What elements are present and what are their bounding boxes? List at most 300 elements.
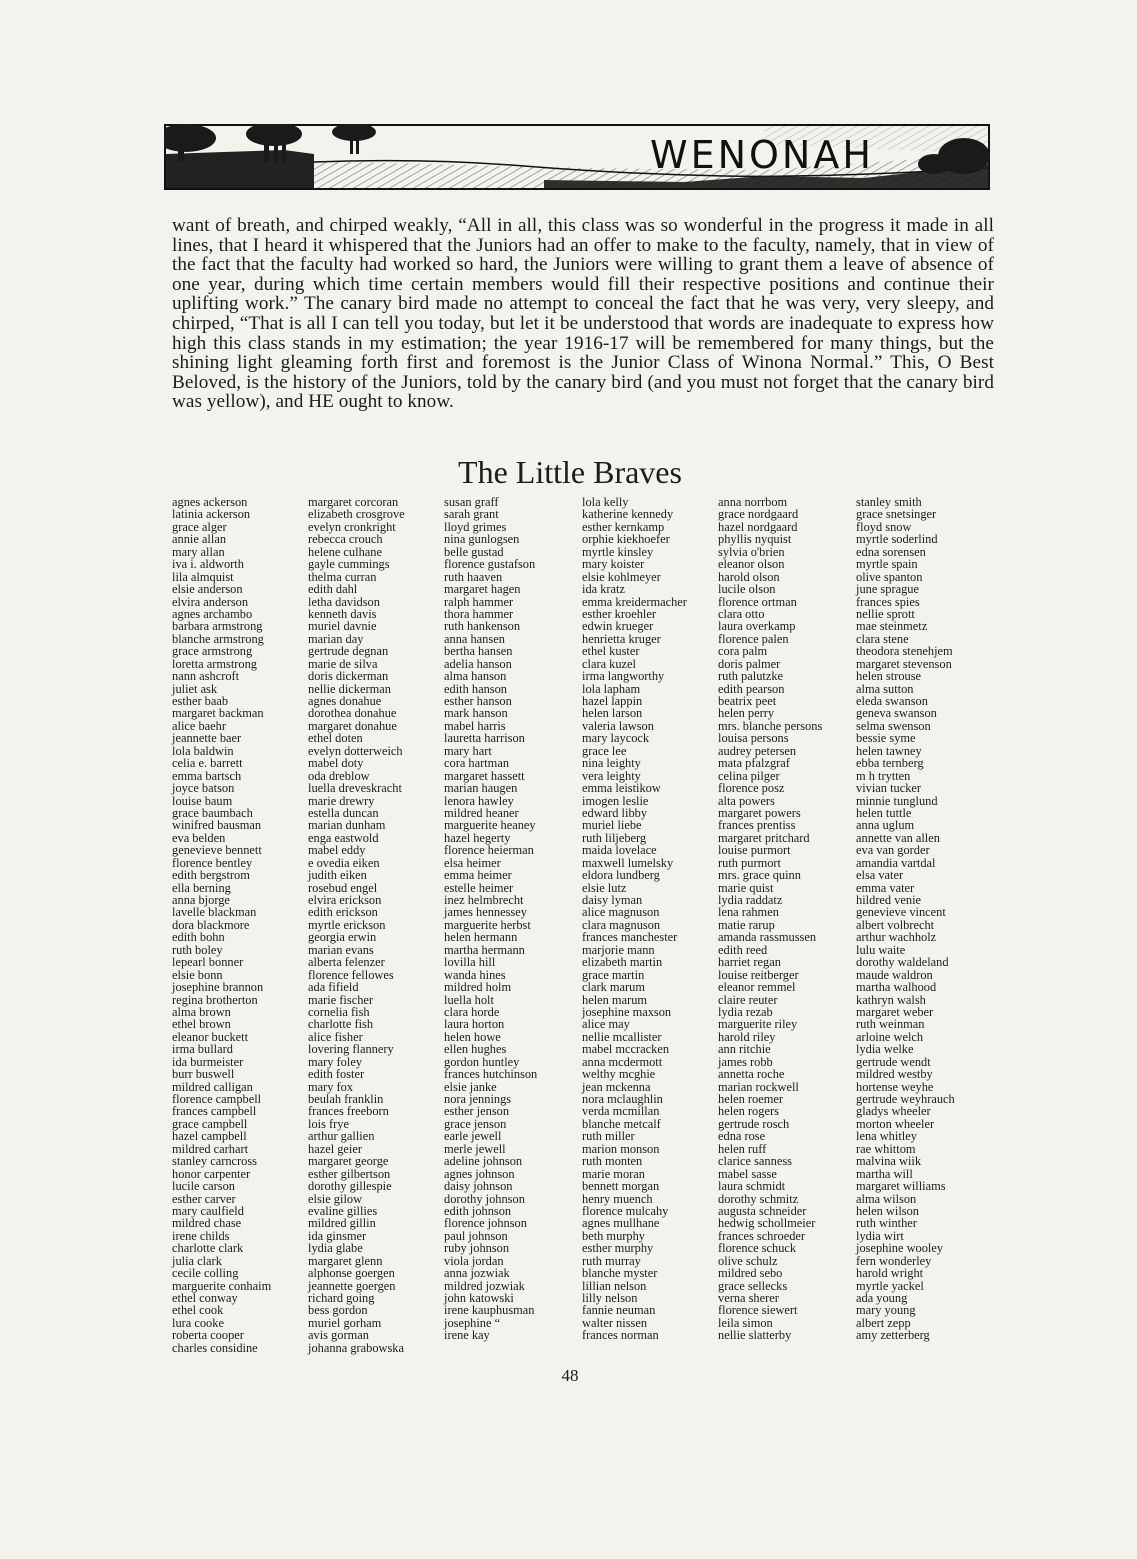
name-list-item: anna jozwiak — [444, 1266, 510, 1281]
name-list-item: sylvia o'brien — [718, 544, 785, 559]
name-list-item: edith hanson — [444, 681, 507, 696]
name-list-item: emma heimer — [444, 868, 512, 883]
name-list-item: eva van gorder — [856, 843, 930, 858]
name-list-item: adeline johnson — [444, 1154, 523, 1169]
name-list-item: clara horde — [444, 1004, 500, 1019]
name-list-item: esther kernkamp — [582, 519, 665, 534]
name-list-item: margaret george — [308, 1154, 389, 1169]
name-list-item: alma hanson — [444, 669, 507, 684]
name-list-item: marian rockwell — [718, 1079, 799, 1094]
name-list-item: ruth weinman — [856, 1017, 925, 1032]
name-list-item: genevieve bennett — [172, 843, 262, 858]
name-list-item: marguerite heaney — [444, 818, 536, 833]
name-list-item: estelle heimer — [444, 880, 514, 895]
name-list-item: dorothy waldeland — [856, 955, 949, 970]
name-list-item: mary young — [856, 1303, 916, 1318]
name-column-1 — [172, 496, 271, 1354]
name-list-item: ella berning — [172, 880, 231, 895]
name-list-item: helen perry — [718, 706, 775, 721]
name-list-item: margaret pritchard — [718, 830, 810, 845]
name-list-item: helen tuttle — [856, 805, 912, 820]
name-list-item: harold wright — [856, 1266, 924, 1281]
name-list-item: maxwell lumelsky — [582, 855, 674, 870]
name-list-item: daisy johnson — [444, 1179, 513, 1194]
name-list-item: lydia rezab — [718, 1004, 773, 1019]
name-list-item: honor carpenter — [172, 1166, 251, 1181]
name-list-item: lola baldwin — [172, 743, 234, 758]
name-list-item: helen wilson — [856, 1203, 919, 1218]
name-list-item: elsie anderson — [172, 582, 243, 597]
name-list-item: nina leighty — [582, 756, 641, 771]
name-list-item: nina gunlogsen — [444, 532, 520, 547]
name-list-item: gertrude rosch — [718, 1116, 790, 1131]
name-list-item: grace armstrong — [172, 644, 253, 659]
name-list-item: lola kelly — [582, 495, 629, 509]
name-list-item: hazel campbell — [172, 1129, 247, 1144]
name-list-item: emma bartsch — [172, 768, 242, 783]
name-list-item: florence posz — [718, 781, 785, 796]
name-list-item: josephine wooley — [856, 1241, 944, 1256]
name-list-item: annetta roche — [718, 1067, 785, 1082]
name-list-item: roberta cooper — [172, 1328, 244, 1343]
name-list-item: rosebud engel — [308, 880, 378, 895]
name-list-item: walter nissen — [582, 1315, 648, 1330]
name-list-item: ruth boley — [172, 942, 223, 957]
name-list-item: ruth liljeberg — [582, 830, 647, 845]
name-list-item: lydia glabe — [308, 1241, 363, 1256]
name-list-item: mark hanson — [444, 706, 508, 721]
name-list-item: marie quist — [718, 880, 774, 895]
name-list-item: belle gustad — [444, 544, 504, 559]
name-list-item: mildred sebo — [718, 1266, 783, 1281]
name-list-item: alberta felenzer — [308, 955, 385, 970]
name-list-item: cornelia fish — [308, 1004, 370, 1019]
name-list-item: hazel geier — [308, 1141, 362, 1156]
name-list-item: marjorie mann — [582, 942, 655, 957]
name-list-item: elvira anderson — [172, 594, 249, 609]
name-list-item: joyce batson — [172, 781, 235, 796]
name-list-item: amy zetterberg — [856, 1328, 930, 1343]
name-list-item: leila simon — [718, 1315, 773, 1330]
name-list-item: daisy lyman — [582, 893, 643, 907]
name-list-item: blanche armstrong — [172, 631, 264, 646]
name-list-item: helen marum — [582, 992, 648, 1007]
name-list-item: mabel mccracken — [582, 1042, 670, 1057]
name-list-item: elvira erickson — [308, 893, 382, 907]
name-list-item: laura overkamp — [718, 619, 796, 634]
name-list-item: vivian tucker — [856, 781, 922, 796]
name-list-item: florence gustafson — [444, 557, 536, 572]
name-list-item: doris dickerman — [308, 669, 389, 684]
name-list-item: martha walhood — [856, 980, 937, 995]
name-list-item: blanche metcalf — [582, 1116, 661, 1131]
name-list-item: dorothy schmitz — [718, 1191, 799, 1206]
name-list-item: margaret stevenson — [856, 656, 952, 671]
name-list-item: doris palmer — [718, 656, 781, 671]
name-list-item: nann ashcroft — [172, 669, 240, 684]
name-list-item: martha will — [856, 1166, 913, 1181]
name-list-item: lenora hawley — [444, 793, 514, 808]
name-list-item: lovilla hill — [444, 955, 496, 970]
name-list-item: irene kauphusman — [444, 1303, 535, 1318]
name-list-item: myrtle erickson — [308, 917, 386, 932]
name-list-item: jeannette baer — [172, 731, 242, 746]
name-list-item: lila almquist — [172, 569, 234, 584]
name-list-item: earle jewell — [444, 1129, 502, 1144]
name-list-item: muriel davnie — [308, 619, 377, 634]
name-list-item: margaret hassett — [444, 768, 525, 783]
body-paragraph: want of breath, and chirped weakly, “All in all, this class was so wonderful in the progress it made in all lines, that I heard it whispered that the Juniors had an offer to make to the faculty, namely, that in view of the fact that the faculty had worked so hard, the Juniors were willing to grant them a leave of absence of one year, during which time certain members would fill their respective positions and continue their uplifting work.” The canary bird made no attempt to conceal the fact that he was very, very sleepy, and chirped, “That is all I can tell you today, but let it be understood that words are inadequate to express how high this class stands in my estimation; the year 1916-17 will be remembered for many things, but the shining light gleaming forth first and foremost is the Junior Class of Winona Normal.” This, O Best Beloved, is the history of the Juniors, told by the canary bird (and you must not forget that the canary bird was yellow), and HE ought to know. — [172, 215, 994, 413]
name-list-item: josephine maxson — [582, 1004, 672, 1019]
name-list-item: marion monson — [582, 1141, 660, 1156]
name-list-item: ethel kuster — [582, 644, 640, 659]
name-list-item: frances manchester — [582, 930, 678, 945]
name-list-item: harriet regan — [718, 955, 781, 970]
name-list-item: lena rahmen — [718, 905, 779, 920]
name-list-item: lola lapham — [582, 681, 641, 696]
name-list-item: grace campbell — [172, 1116, 248, 1131]
name-list-item: helen strouse — [856, 669, 922, 684]
name-list-item: edith dahl — [308, 582, 358, 597]
name-list-item: audrey petersen — [718, 743, 797, 758]
name-list-item: gladys wheeler — [856, 1104, 931, 1119]
name-list-item: henry muench — [582, 1191, 653, 1206]
name-list-item: clara stene — [856, 631, 909, 646]
name-list-item: agnes archambo — [172, 606, 253, 621]
name-list-item: clark marum — [582, 980, 645, 995]
name-list-item: henrietta kruger — [582, 631, 661, 646]
name-list-item: louise baum — [172, 793, 233, 808]
name-list-item: hazel lappin — [582, 694, 643, 708]
name-list-item: lydia wirt — [856, 1228, 904, 1243]
name-list-item: louise purmort — [718, 843, 791, 858]
name-list-item: florence mulcahy — [582, 1203, 669, 1218]
name-list-item: luella holt — [444, 992, 494, 1007]
name-list-item: lura cooke — [172, 1315, 224, 1330]
name-list-item: alice baehr — [172, 718, 226, 733]
name-list-item: emma vater — [856, 880, 915, 895]
name-list-item: ruth haaven — [444, 569, 503, 584]
name-list-item: james robb — [718, 1054, 773, 1069]
name-list-item: morton wheeler — [856, 1116, 935, 1131]
name-list-item: julia clark — [172, 1253, 222, 1268]
name-list-item: marie fischer — [308, 992, 374, 1007]
name-list-item: ruth monten — [582, 1154, 643, 1169]
name-list-item: vera leighty — [582, 768, 641, 783]
name-list-item: muriel liebe — [582, 818, 642, 833]
name-list-item: anna norrbom — [718, 495, 788, 509]
name-list-item: martha hermann — [444, 942, 525, 957]
name-list-item: muriel gorham — [308, 1315, 382, 1330]
name-list-item: viola jordan — [444, 1253, 504, 1268]
name-list-item: richard going — [308, 1291, 375, 1305]
name-list-item: eldora lundberg — [582, 868, 660, 883]
name-list-item: mildred carhart — [172, 1141, 249, 1156]
name-list-item: florence fellowes — [308, 967, 394, 982]
name-list-item: esther murphy — [582, 1241, 654, 1256]
name-list-item: inez helmbrecht — [444, 893, 524, 907]
name-list-item: cora hartman — [444, 756, 510, 771]
name-list-item: frances schroeder — [718, 1228, 806, 1243]
name-list-item: evelyn cronkright — [308, 519, 396, 534]
name-list-item: elsie bonn — [172, 967, 223, 982]
name-list-item: bessie syme — [856, 731, 916, 746]
name-list-item: frances spies — [856, 594, 920, 609]
name-list-item: dorothy gillespie — [308, 1179, 392, 1194]
name-list-item: james hennessey — [444, 905, 527, 920]
name-list-item: mary foley — [308, 1054, 363, 1069]
name-list-item: john katowski — [444, 1291, 514, 1305]
name-list-item: luella dreveskracht — [308, 781, 402, 796]
name-list-item: lois frye — [308, 1116, 349, 1131]
name-list-item: edith pearson — [718, 681, 785, 696]
name-list-item: maida lovelace — [582, 843, 657, 858]
name-list-item: edith bergstrom — [172, 868, 250, 883]
name-list-item: myrtle spain — [856, 557, 918, 572]
name-list-item: alice magnuson — [582, 905, 660, 920]
name-list-item: valeria lawson — [582, 718, 654, 733]
name-list-item: frances freeborn — [308, 1104, 389, 1119]
name-list-item: eleanor buckett — [172, 1029, 249, 1044]
name-list-item: letha davidson — [308, 594, 380, 609]
name-list-item: verda mcmillan — [582, 1104, 660, 1119]
name-list-item: grace sellecks — [718, 1278, 788, 1293]
name-list-item: malvina wiik — [856, 1154, 922, 1169]
name-list-item: anna bjorge — [172, 893, 230, 907]
name-list-item: laura schmidt — [718, 1179, 786, 1194]
banner-title: WENONAH — [650, 133, 874, 177]
name-list-item: elizabeth crosgrove — [308, 507, 405, 522]
name-list-item: olive spanton — [856, 569, 923, 584]
name-list-item: maude waldron — [856, 967, 933, 982]
name-list-item: barbara armstrong — [172, 619, 263, 634]
name-list-item: imogen leslie — [582, 793, 649, 808]
name-list-item: gertrude wendt — [856, 1054, 931, 1069]
name-list-item: alice may — [582, 1017, 630, 1032]
name-list-item: agnes ackerson — [172, 495, 248, 509]
name-list-item: mary allan — [172, 544, 225, 559]
name-list-item: dorothea donahue — [308, 706, 397, 721]
name-list-item: georgia erwin — [308, 930, 377, 945]
name-list-item: mabel doty — [308, 756, 364, 771]
name-list-item: elsie gilow — [308, 1191, 363, 1206]
name-list-item: elsie lutz — [582, 880, 627, 895]
name-list-item: clarice sanness — [718, 1154, 792, 1169]
name-list-item: nora mclaughlin — [582, 1092, 663, 1106]
name-list-item: nora jennings — [444, 1092, 512, 1106]
name-list-item: m h trytten — [856, 768, 911, 783]
name-list-item: ida burmeister — [172, 1054, 244, 1069]
name-list-item: esther jenson — [444, 1104, 510, 1119]
name-list-item: frances campbell — [172, 1104, 257, 1119]
name-list-item: florence siewert — [718, 1303, 798, 1318]
name-list-item: edwin krueger — [582, 619, 654, 634]
name-list-item: louisa persons — [718, 731, 789, 746]
name-list-item: eleanor remmel — [718, 980, 796, 995]
name-list-item: ethel conway — [172, 1291, 238, 1305]
name-list-item: irma bullard — [172, 1042, 233, 1057]
name-list-item: claire reuter — [718, 992, 778, 1007]
name-list-item: irene childs — [172, 1228, 230, 1243]
name-list-item: florence campbell — [172, 1092, 262, 1106]
name-list-item: cora palm — [718, 644, 768, 659]
name-list-item: marian dunham — [308, 818, 386, 833]
name-list-item: lulu waite — [856, 942, 906, 957]
name-list-item: ruby johnson — [444, 1241, 510, 1256]
name-list-item: ida ginsmer — [308, 1228, 367, 1243]
name-list-item: ruth hankenson — [444, 619, 521, 634]
name-list-item: hortense weyhe — [856, 1079, 934, 1094]
name-list-item: ada fifield — [308, 980, 359, 995]
name-list-item: celia e. barrett — [172, 756, 243, 771]
name-list-item: myrtle kinsley — [582, 544, 654, 559]
name-list-item: mary caulfield — [172, 1203, 244, 1218]
name-list-item: elsa heimer — [444, 855, 501, 870]
name-list-item: ann ritchie — [718, 1042, 771, 1057]
name-list-item: helen rogers — [718, 1104, 779, 1119]
name-list-item: marie de silva — [308, 656, 378, 671]
name-list-item: welthy mcghie — [582, 1067, 656, 1082]
name-list-item: clara kuzel — [582, 656, 636, 671]
name-list-item: beatrix peet — [718, 694, 777, 708]
name-list-item: lillian nelson — [582, 1278, 647, 1293]
name-list-item: josephine brannon — [172, 980, 264, 995]
name-list-item: margaret weber — [856, 1004, 934, 1019]
name-list-item: nellie dickerman — [308, 681, 391, 696]
name-list-item: emma kreidermacher — [582, 594, 687, 609]
name-list-item: lena whitley — [856, 1129, 917, 1144]
name-list-item: latinia ackerson — [172, 507, 251, 522]
name-list-item: gertrude degnan — [308, 644, 389, 659]
name-list-item: june sprague — [856, 582, 919, 597]
name-list-item: avis gorman — [308, 1328, 369, 1343]
name-list-item: clara magnuson — [582, 917, 661, 932]
name-list-item: katherine kennedy — [582, 507, 674, 522]
name-list-item: helen larson — [582, 706, 643, 721]
name-list-item: dora blackmore — [172, 917, 250, 932]
name-list-item: florence palen — [718, 631, 789, 646]
name-list-item: judith eiken — [308, 868, 367, 883]
name-list-item: fern wonderley — [856, 1253, 932, 1268]
name-list-item: mrs. blanche persons — [718, 718, 823, 733]
name-column-5 — [718, 496, 822, 1342]
name-list-item: enga eastwold — [308, 830, 379, 845]
name-list-item: mary laycock — [582, 731, 650, 746]
name-list-item: evelyn dotterweich — [308, 743, 403, 758]
name-list-item: myrtle yackel — [856, 1278, 924, 1293]
name-list-item: agnes donahue — [308, 694, 382, 708]
name-list-item: ida kratz — [582, 582, 625, 597]
name-list-item: grace nordgaard — [718, 507, 799, 522]
name-list-item: annette van allen — [856, 830, 940, 845]
name-column-2 — [308, 496, 405, 1354]
name-list-item: eleda swanson — [856, 694, 928, 708]
name-list-item: mabel harris — [444, 718, 506, 733]
name-list-item: annie allan — [172, 532, 227, 547]
name-list-item: rae whittom — [856, 1141, 916, 1156]
name-list-item: elsa vater — [856, 868, 904, 883]
name-list-item: helene culhane — [308, 544, 382, 559]
name-list-item: dorothy johnson — [444, 1191, 525, 1206]
name-list-item: hazel nordgaard — [718, 519, 798, 534]
name-list-item: edna sorensen — [856, 544, 926, 559]
name-list-item: stanley smith — [856, 495, 922, 509]
name-list-item: louise reitberger — [718, 967, 799, 982]
name-list-item: beth murphy — [582, 1228, 645, 1243]
name-list-item: alma wilson — [856, 1191, 917, 1206]
name-list-item: eva belden — [172, 830, 226, 845]
name-list-item: thora hammer — [444, 606, 514, 621]
name-list-item: florence heierman — [444, 843, 534, 858]
name-list-item: irma langworthy — [582, 669, 665, 684]
name-list-item: florence johnson — [444, 1216, 527, 1231]
name-list-item: winifred bausman — [172, 818, 262, 833]
name-list-item: lovering flannery — [308, 1042, 394, 1057]
name-list-item: edward libby — [582, 805, 648, 820]
name-list-item: josephine “ — [444, 1315, 501, 1330]
name-list-item: anna hansen — [444, 631, 505, 646]
name-list-item: lydia welke — [856, 1042, 914, 1057]
name-list-item: marian haugen — [444, 781, 518, 796]
name-list-item: stanley carncross — [172, 1154, 257, 1169]
name-list-item: agnes johnson — [444, 1166, 515, 1181]
name-list-item: margaret hagen — [444, 582, 521, 597]
name-list-item: irene kay — [444, 1328, 490, 1343]
name-list-item: augusta schneider — [718, 1203, 807, 1218]
name-list-item: esther baab — [172, 694, 229, 708]
name-list-item: nellie sprott — [856, 606, 915, 621]
name-list-item: margaret powers — [718, 805, 801, 820]
name-list-item: regina brotherton — [172, 992, 258, 1007]
name-list-item: estella duncan — [308, 805, 379, 820]
name-list-item: rebecca crouch — [308, 532, 383, 547]
name-list-item: gertrude weyhrauch — [856, 1092, 955, 1106]
name-list-item: myrtle soderlind — [856, 532, 938, 547]
name-list-item: anna uglum — [856, 818, 915, 833]
name-list-item: helen howe — [444, 1029, 501, 1044]
name-list-item: ellen hughes — [444, 1042, 507, 1057]
name-list-item: theodora stenehjem — [856, 644, 953, 659]
name-list-item: orphie kiekhoefer — [582, 532, 670, 547]
name-list-item: esther kroehler — [582, 606, 656, 621]
name-list-item: hazel hegerty — [444, 830, 511, 845]
name-list-item: florence schuck — [718, 1241, 797, 1256]
name-list-item: phyllis nyquist — [718, 532, 792, 547]
name-list-item: margaret corcoran — [308, 495, 399, 509]
name-list-item: johanna grabowska — [308, 1340, 404, 1355]
name-list-item: amandia vartdal — [856, 855, 936, 870]
name-list-item: geneva swanson — [856, 706, 937, 721]
name-list-item: paul johnson — [444, 1228, 508, 1243]
name-list-item: ruth winther — [856, 1216, 917, 1231]
name-list-item: ruth purmort — [718, 855, 781, 870]
name-list-item: mildred jozwiak — [444, 1278, 525, 1293]
name-list-item: amanda rassmussen — [718, 930, 817, 945]
name-list-item: bess gordon — [308, 1303, 368, 1318]
name-list-item: harold riley — [718, 1029, 776, 1044]
name-list-item: edith reed — [718, 942, 768, 957]
name-list-item: marguerite riley — [718, 1017, 798, 1032]
name-list-item: floyd snow — [856, 519, 912, 534]
name-list-item: laura horton — [444, 1017, 505, 1032]
section-title: The Little Braves — [458, 454, 682, 490]
name-list-item: lydia raddatz — [718, 893, 783, 907]
name-list-item: burr buswell — [172, 1067, 235, 1082]
name-list-item: emma leistikow — [582, 781, 661, 796]
name-list-item: ada young — [856, 1291, 908, 1305]
name-list-item: frances norman — [582, 1328, 659, 1343]
name-list-item: agnes mullhane — [582, 1216, 660, 1231]
